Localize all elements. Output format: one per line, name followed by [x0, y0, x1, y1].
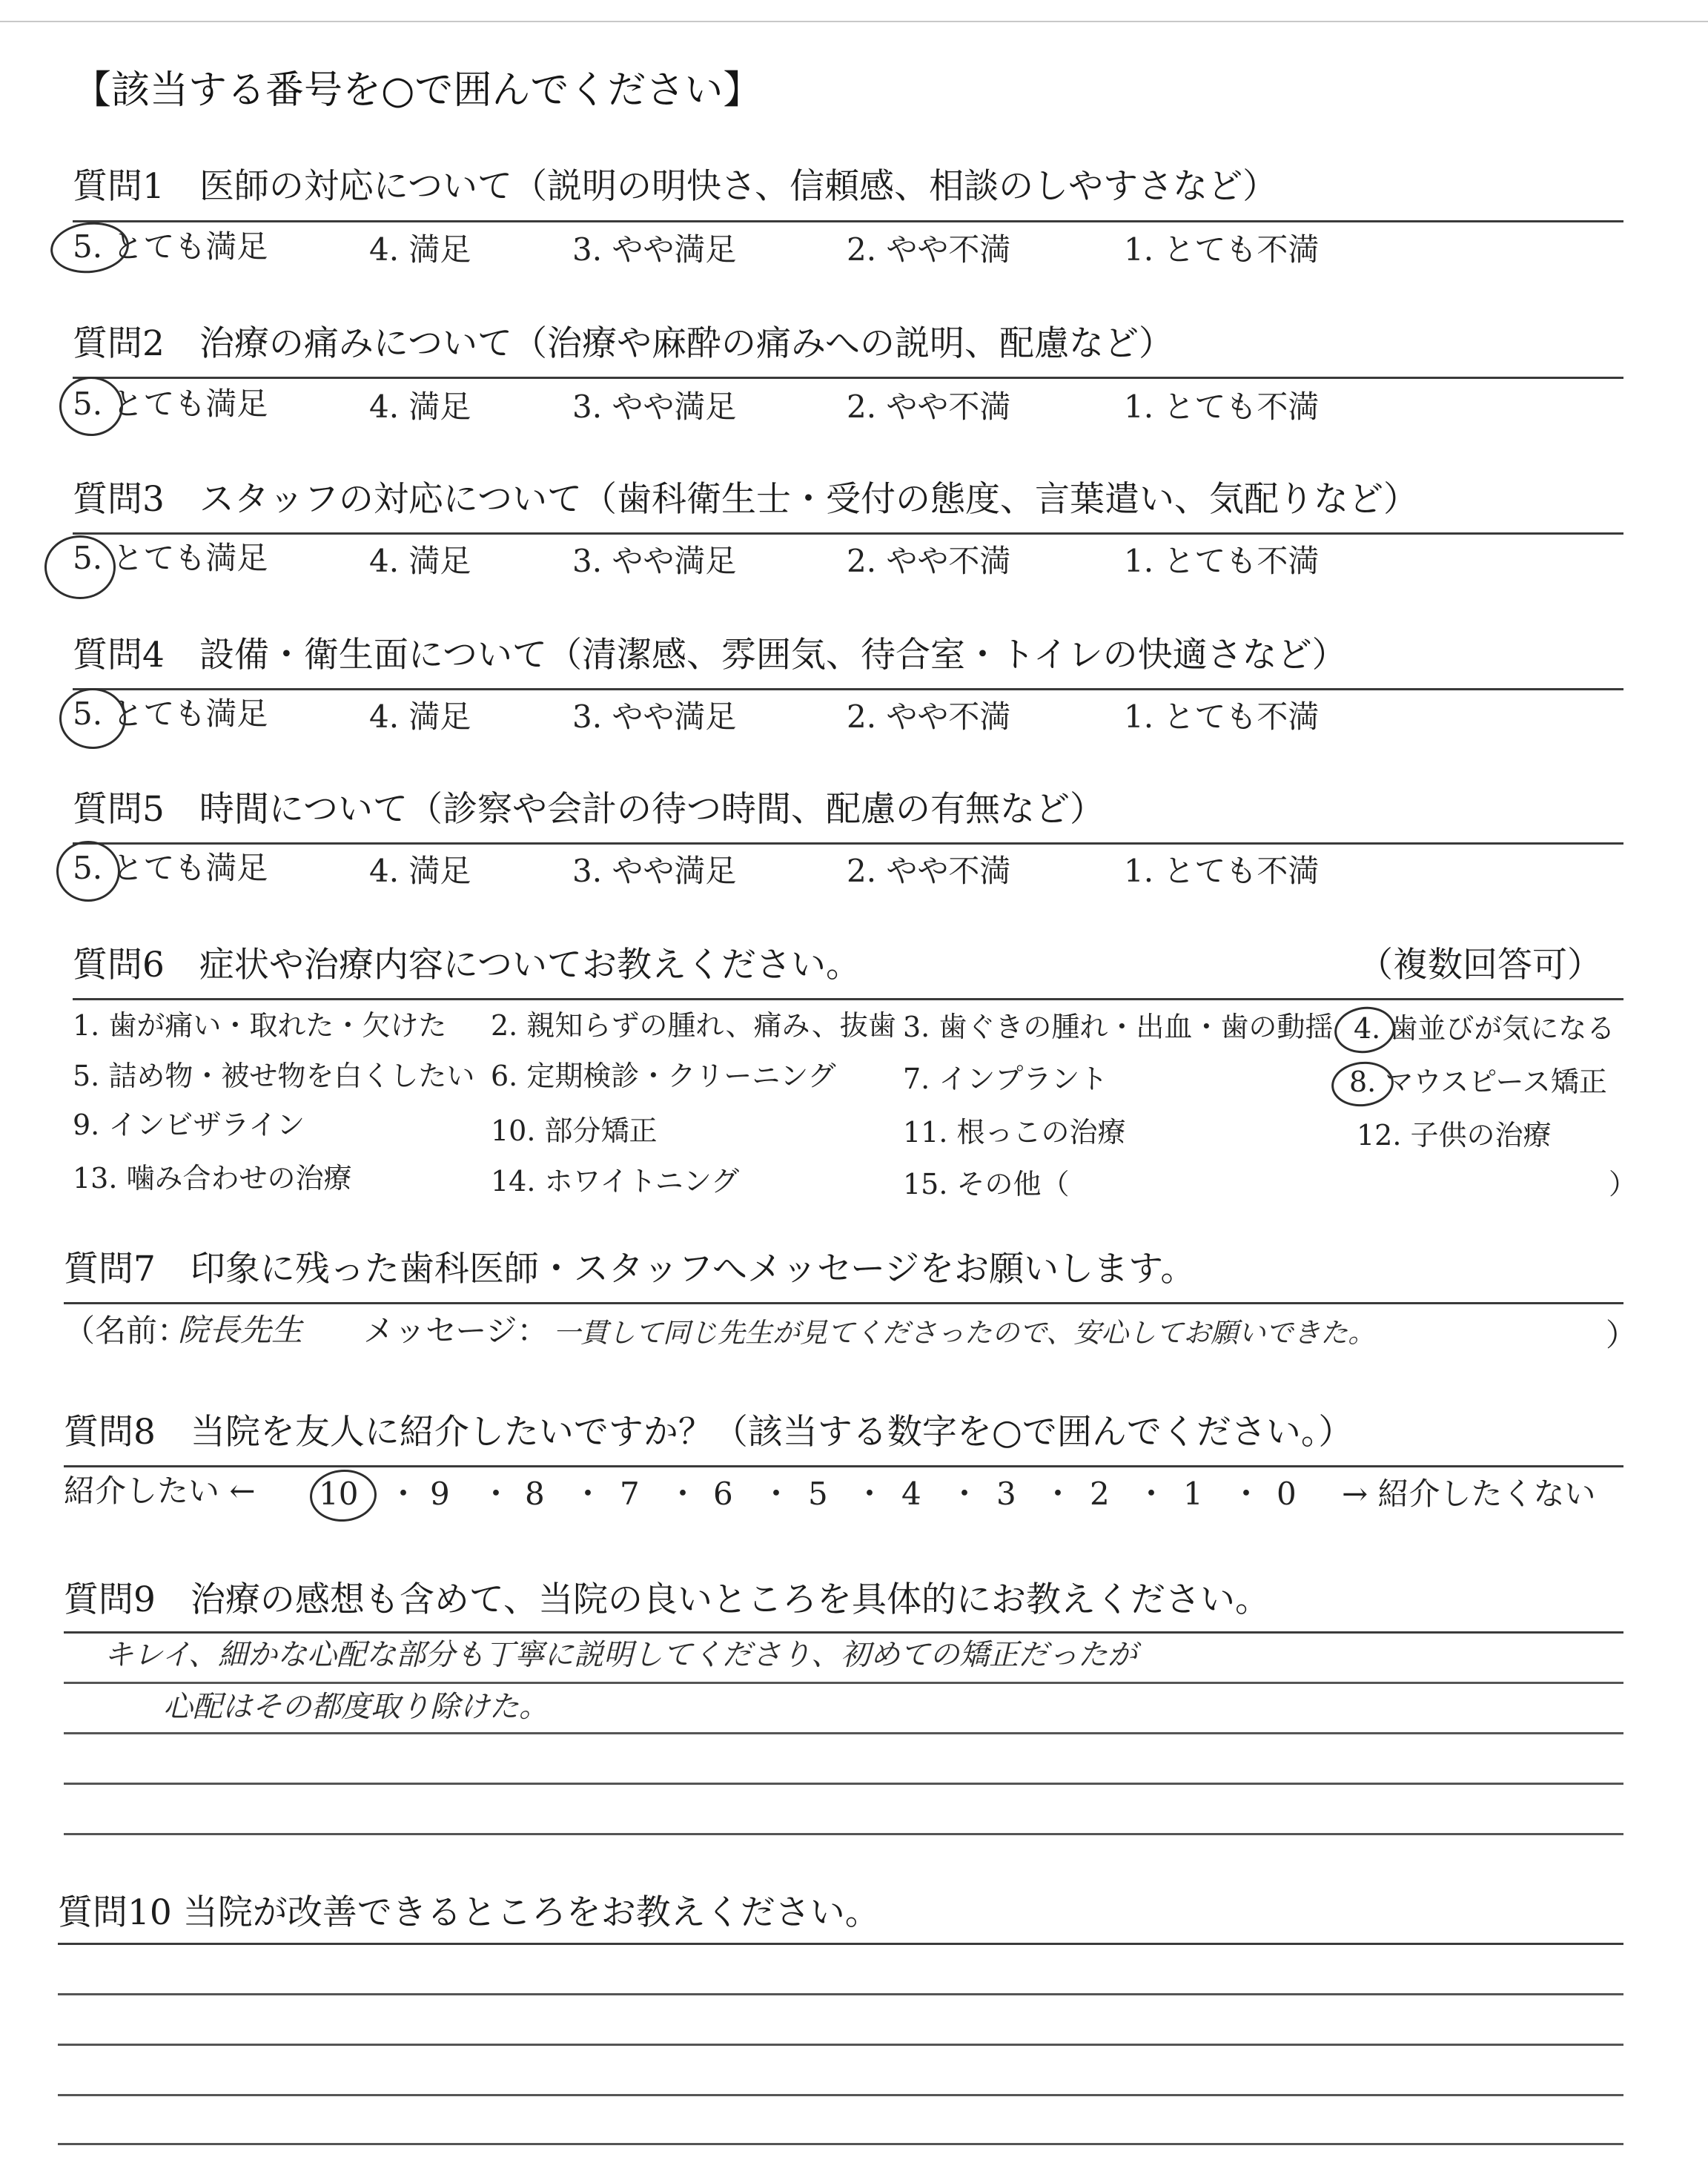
- q8-scale-dot: ・: [1042, 1476, 1074, 1512]
- q9-answer-line2[interactable]: 心配はその都度取り除けた。: [163, 1690, 549, 1724]
- q8-scale-5[interactable]: 5: [808, 1476, 828, 1512]
- q6-item-9[interactable]: 9. インビザライン: [73, 1109, 305, 1141]
- q5-answer-circle: [56, 841, 120, 902]
- q6-item-7[interactable]: 7. インプラント: [903, 1063, 1108, 1095]
- q4-option-5[interactable]: 5. とても満足: [73, 696, 268, 732]
- q6-item-10[interactable]: 10. 部分矯正: [491, 1114, 658, 1147]
- q7-name-label: （名前：: [64, 1312, 189, 1349]
- q8-scale-dot: ・: [761, 1476, 792, 1512]
- q3-rule: [73, 532, 1623, 535]
- q1-title: 質問1 医師の対応について（説明の明快さ、信頼感、相談のしやすさなど）: [73, 166, 1278, 207]
- q2-rule: [73, 377, 1623, 379]
- q3-title: 質問3 スタッフの対応について（歯科衛生士・受付の態度、言葉遣い、気配りなど）: [73, 479, 1418, 520]
- q6-item-15-close: ）: [1609, 1168, 1638, 1200]
- q6-item-14[interactable]: 14. ホワイトニング: [491, 1165, 740, 1198]
- q8-rule: [64, 1465, 1623, 1467]
- q8-scale-1[interactable]: 1: [1183, 1476, 1203, 1512]
- q4-option-4[interactable]: 4. 満足: [369, 698, 471, 735]
- q8-right-label: → 紹介したくない: [1342, 1476, 1596, 1512]
- q3-option-1[interactable]: 1. とても不満: [1124, 543, 1320, 579]
- q1-option-2[interactable]: 2. やや不満: [847, 231, 1011, 268]
- q6-note: （複数回答可）: [1358, 945, 1602, 985]
- q2-answer-circle: [59, 377, 123, 436]
- q8-scale-2[interactable]: 2: [1090, 1476, 1110, 1512]
- q8-scale-10[interactable]: 10: [319, 1476, 359, 1512]
- q5-option-2[interactable]: 2. やや不満: [847, 853, 1011, 889]
- q6-item-3[interactable]: 3. 歯ぐきの腫れ・出血・歯の動揺: [903, 1011, 1334, 1043]
- q7-close-paren: ）: [1606, 1317, 1638, 1353]
- q9-writing-line: [64, 1682, 1623, 1684]
- q7-message-value[interactable]: 一貫して同じ先生が見てくださったので、安心してお願いできた。: [553, 1317, 1376, 1349]
- q6-item-11[interactable]: 11. 根っこの治療: [903, 1116, 1126, 1149]
- q1-option-3[interactable]: 3. やや満足: [572, 231, 737, 268]
- q9-writing-line: [64, 1833, 1623, 1835]
- q1-option-1[interactable]: 1. とても不満: [1124, 231, 1320, 268]
- q1-rule: [73, 220, 1623, 222]
- q7-name-value[interactable]: 院長先生: [178, 1312, 303, 1348]
- q8-scale-7[interactable]: 7: [620, 1476, 640, 1512]
- q5-option-5[interactable]: 5. とても満足: [73, 850, 268, 886]
- q5-option-1[interactable]: 1. とても不満: [1124, 853, 1320, 889]
- q4-answer-circle: [59, 688, 126, 749]
- q3-option-4[interactable]: 4. 満足: [369, 543, 471, 579]
- q8-left-label: 紹介したい ←: [64, 1473, 256, 1509]
- q8-scale-0[interactable]: 0: [1277, 1476, 1297, 1512]
- q6-item-15[interactable]: 15. その他（: [903, 1168, 1070, 1200]
- q4-title: 質問4 設備・衛生面について（清潔感、雰囲気、待合室・トイレの快適さなど）: [73, 635, 1347, 676]
- q6-item-12[interactable]: 12. 子供の治療: [1357, 1119, 1552, 1152]
- q4-option-2[interactable]: 2. やや不満: [847, 698, 1011, 735]
- page-title: 【該当する番号を○で囲んでください】: [73, 68, 762, 113]
- q4-rule: [73, 688, 1623, 690]
- q3-option-5[interactable]: 5. とても満足: [73, 540, 268, 576]
- q10-writing-line[interactable]: [58, 2044, 1623, 2046]
- q8-scale-8[interactable]: 8: [525, 1476, 545, 1512]
- q2-option-4[interactable]: 4. 満足: [369, 389, 471, 425]
- q2-title: 質問2 治療の痛みについて（治療や麻酔の痛みへの説明、配慮など）: [73, 323, 1174, 364]
- q1-option-4[interactable]: 4. 満足: [369, 231, 471, 268]
- q9-rule: [64, 1631, 1623, 1634]
- q3-answer-circle: [44, 535, 116, 599]
- q4-option-3[interactable]: 3. やや満足: [572, 698, 737, 735]
- q6-item-13[interactable]: 13. 噛み合わせの治療: [73, 1162, 352, 1195]
- q1-option-5[interactable]: 5. とても満足: [73, 228, 268, 265]
- q8-scale-3[interactable]: 3: [996, 1476, 1016, 1512]
- scan-top-edge: [0, 21, 1708, 22]
- q9-writing-line: [64, 1732, 1623, 1734]
- q3-option-3[interactable]: 3. やや満足: [572, 543, 737, 579]
- q2-option-5[interactable]: 5. とても満足: [73, 386, 268, 422]
- q8-scale-dot: ・: [1136, 1476, 1168, 1512]
- q2-option-2[interactable]: 2. やや不満: [847, 389, 1011, 425]
- q8-scale-4[interactable]: 4: [901, 1476, 921, 1512]
- q6-item-5[interactable]: 5. 詰め物・被せ物を白くしたい: [73, 1060, 475, 1092]
- q8-scale-dot: ・: [388, 1476, 420, 1512]
- q6-item-2[interactable]: 2. 親知らずの腫れ、痛み、抜歯: [491, 1009, 896, 1042]
- q6-item-8[interactable]: 8. マウスピース矯正: [1349, 1066, 1607, 1098]
- q7-message-label: メッセージ：: [363, 1312, 549, 1349]
- q9-writing-line: [64, 1783, 1623, 1785]
- q5-option-4[interactable]: 4. 満足: [369, 853, 471, 889]
- q8-scale-dot: ・: [572, 1476, 604, 1512]
- q10-writing-line[interactable]: [58, 1993, 1623, 1995]
- q9-answer-line1[interactable]: キレイ、細かな心配な部分も丁寧に説明してくださり、初めての矯正だったが: [104, 1638, 1137, 1672]
- q10-writing-line[interactable]: [58, 2094, 1623, 2096]
- q8-scale-dot: ・: [949, 1476, 981, 1512]
- q10-rule: [58, 1943, 1623, 1945]
- q8-scale-dot: ・: [480, 1476, 512, 1512]
- q6-rule: [73, 998, 1623, 1000]
- q6-item-1[interactable]: 1. 歯が痛い・取れた・欠けた: [73, 1009, 447, 1042]
- q8-title: 質問8 当院を友人に紹介したいですか？（該当する数字を○で囲んでください。）: [64, 1412, 1354, 1453]
- q8-scale-dot: ・: [1231, 1476, 1262, 1512]
- q10-writing-line[interactable]: [58, 2143, 1623, 2145]
- q4-option-1[interactable]: 1. とても不満: [1124, 698, 1320, 735]
- q7-rule: [64, 1302, 1623, 1304]
- q10-title: 質問10 当院が改善できるところをお教えください。: [58, 1892, 880, 1933]
- q1-answer-circle: [48, 219, 132, 277]
- q5-rule: [73, 842, 1623, 845]
- q6-item-6[interactable]: 6. 定期検診・クリーニング: [491, 1060, 836, 1092]
- q8-scale-9[interactable]: 9: [430, 1476, 450, 1512]
- q5-option-3[interactable]: 3. やや満足: [572, 853, 737, 889]
- q2-option-3[interactable]: 3. やや満足: [572, 389, 737, 425]
- q6-title: 質問6 症状や治療内容についてお教えください。: [73, 945, 861, 985]
- q3-option-2[interactable]: 2. やや不満: [847, 543, 1011, 579]
- q6-item-4[interactable]: 4. 歯並びが気になる: [1354, 1012, 1615, 1045]
- q8-scale-dot: ・: [667, 1476, 699, 1512]
- q5-title: 質問5 時間について（診察や会計の待つ時間、配慮の有無など）: [73, 789, 1105, 830]
- q8-scale-dot: ・: [854, 1476, 886, 1512]
- q7-title: 質問7 印象に残った歯科医師・スタッフへメッセージをお願いします。: [64, 1249, 1196, 1289]
- q9-title: 質問9 治療の感想も含めて、当院の良いところを具体的にお教えください。: [64, 1579, 1270, 1620]
- q2-option-1[interactable]: 1. とても不満: [1124, 389, 1320, 425]
- q8-scale-6[interactable]: 6: [713, 1476, 733, 1512]
